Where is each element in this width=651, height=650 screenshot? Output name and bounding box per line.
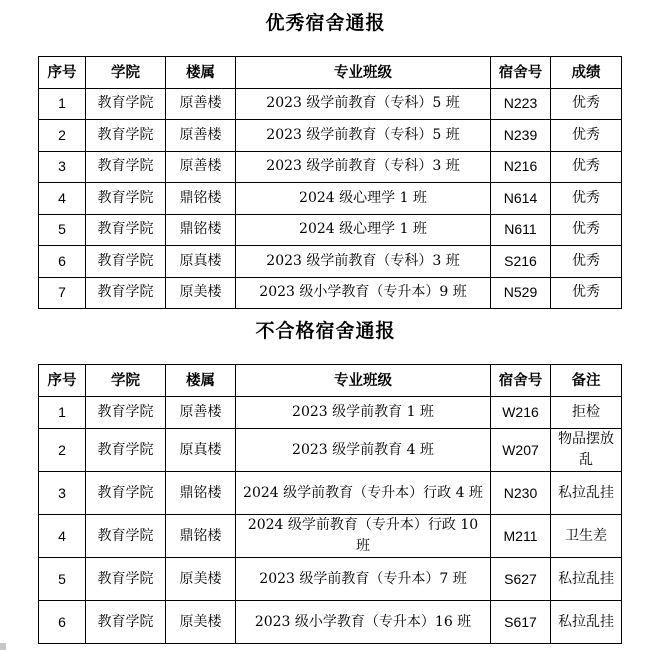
table-row [39,558,622,601]
cell-result: 优秀 [551,151,622,183]
cell-building: 原真楼 [166,429,236,472]
cell-index: 3 [39,472,86,515]
cell-dorm-number: W207 [491,429,551,472]
cell-result: 拒检 [551,397,622,429]
excellent-dorm-table [38,56,622,309]
header-building: 楼属 [166,365,236,397]
table-row [39,246,622,278]
cell-class: 2023 级学前教育（专科）5 班 [236,120,491,152]
table-row [39,277,622,309]
cell-result: 优秀 [551,88,622,120]
cell-class: 2023 级学前教育（专科）5 班 [236,88,491,120]
cell-class: 2023 级小学教育（专升本）16 班 [236,601,491,644]
cell-result: 私拉乱挂 [551,558,622,601]
cell-college: 教育学院 [86,183,166,215]
cell-college: 教育学院 [86,429,166,472]
cell-result: 优秀 [551,246,622,278]
table-row [39,214,622,246]
cell-result: 私拉乱挂 [551,601,622,644]
cell-index: 6 [39,601,86,644]
cell-class: 2024 级心理学 1 班 [236,214,491,246]
cell-result: 优秀 [551,120,622,152]
cell-dorm-number: N216 [491,151,551,183]
table-row [39,601,622,644]
cell-class: 2024 级学前教育（专升本）行政 4 班 [236,472,491,515]
cell-building: 鼎铭楼 [166,472,236,515]
cell-college: 教育学院 [86,151,166,183]
cell-index: 7 [39,277,86,309]
cell-index: 1 [39,88,86,120]
cell-index: 6 [39,246,86,278]
table-row [39,88,622,120]
cell-dorm-number: N223 [491,88,551,120]
header-class: 专业班级 [236,57,491,89]
cell-college: 教育学院 [86,120,166,152]
header-row [39,57,622,89]
cell-college: 教育学院 [86,601,166,644]
cell-building: 原善楼 [166,120,236,152]
cell-building: 鼎铭楼 [166,214,236,246]
failed-title: 不合格宿舍通报 [255,320,396,342]
table-row [39,429,622,472]
cell-index: 5 [39,214,86,246]
table-row [39,472,622,515]
cell-college: 教育学院 [86,214,166,246]
page-corner-marker [0,643,6,650]
cell-index: 2 [39,120,86,152]
header-class: 专业班级 [236,365,491,397]
cell-class: 2023 级学前教育（专科）3 班 [236,151,491,183]
header-result: 成绩 [551,57,622,89]
cell-college: 教育学院 [86,472,166,515]
cell-dorm-number: M211 [491,515,551,558]
cell-class: 2023 级小学教育（专升本）9 班 [236,277,491,309]
cell-building: 原美楼 [166,277,236,309]
failed-dorm-table [38,364,622,644]
cell-dorm-number: N230 [491,472,551,515]
cell-college: 教育学院 [86,397,166,429]
table-row [39,515,622,558]
cell-building: 原善楼 [166,88,236,120]
cell-dorm-number: N529 [491,277,551,309]
cell-index: 5 [39,558,86,601]
cell-college: 教育学院 [86,246,166,278]
cell-index: 4 [39,183,86,215]
cell-result: 优秀 [551,183,622,215]
cell-college: 教育学院 [86,558,166,601]
cell-dorm-number: S216 [491,246,551,278]
cell-dorm-number: S627 [491,558,551,601]
cell-result: 优秀 [551,277,622,309]
cell-building: 鼎铭楼 [166,183,236,215]
cell-class: 2024 级学前教育（专升本）行政 10 班 [236,515,491,558]
header-college: 学院 [86,57,166,89]
table-row [39,397,622,429]
cell-building: 原美楼 [166,558,236,601]
cell-class: 2024 级心理学 1 班 [236,183,491,215]
cell-class: 2023 级学前教育 4 班 [236,429,491,472]
cell-college: 教育学院 [86,277,166,309]
cell-result: 优秀 [551,214,622,246]
cell-dorm-number: N611 [491,214,551,246]
cell-building: 原美楼 [166,601,236,644]
cell-index: 1 [39,397,86,429]
header-index: 序号 [39,57,86,89]
cell-class: 2023 级学前教育（专科）3 班 [236,246,491,278]
cell-dorm-number: N614 [491,183,551,215]
header-college: 学院 [86,365,166,397]
cell-index: 3 [39,151,86,183]
cell-class: 2023 级学前教育（专升本）7 班 [236,558,491,601]
table-row [39,151,622,183]
cell-building: 原善楼 [166,151,236,183]
cell-result: 私拉乱挂 [551,472,622,515]
cell-dorm-number: N239 [491,120,551,152]
cell-building: 原真楼 [166,246,236,278]
cell-result: 卫生差 [551,515,622,558]
cell-index: 2 [39,429,86,472]
cell-result: 物品摆放乱 [551,429,622,472]
header-dorm-number: 宿舍号 [491,365,551,397]
cell-index: 4 [39,515,86,558]
header-result: 备注 [551,365,622,397]
cell-building: 鼎铭楼 [166,515,236,558]
header-dorm-number: 宿舍号 [491,57,551,89]
cell-college: 教育学院 [86,515,166,558]
table-row [39,183,622,215]
table-row [39,120,622,152]
cell-class: 2023 级学前教育 1 班 [236,397,491,429]
header-building: 楼属 [166,57,236,89]
cell-building: 原善楼 [166,397,236,429]
excellent-title: 优秀宿舍通报 [265,12,386,34]
header-index: 序号 [39,365,86,397]
cell-college: 教育学院 [86,88,166,120]
header-row [39,365,622,397]
cell-dorm-number: S617 [491,601,551,644]
cell-dorm-number: W216 [491,397,551,429]
